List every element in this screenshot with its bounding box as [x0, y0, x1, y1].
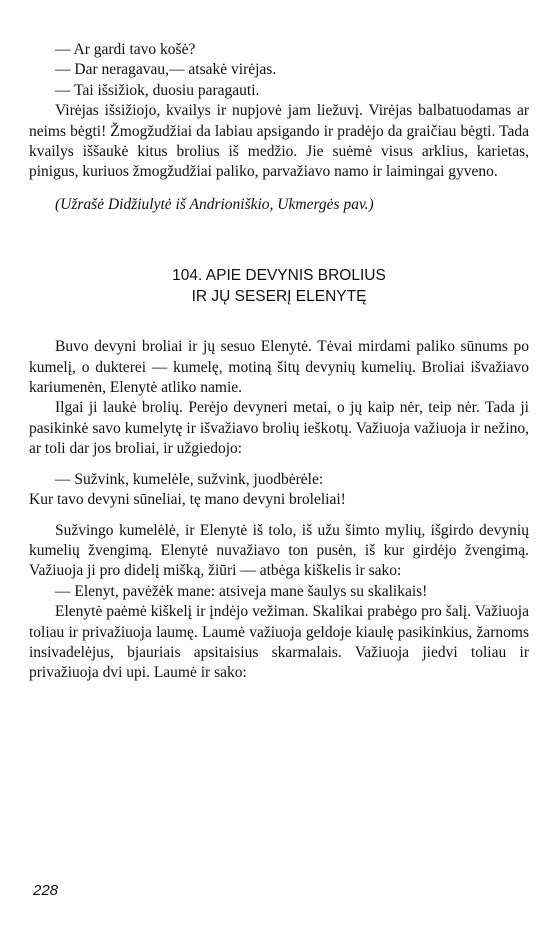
verse-line-1: — Sužvink, kumelėle, sužvink, juodbėrėle:	[55, 470, 324, 488]
top-paragraph: Virėjas išsižiojo, kvailys ir nupjovė jam liežuvį. Virėjas balbatuodamas ar neims bėgti! Žmogžudžiai da labiau apsigando ir pradėjo da graičiau bėgti. Tada kvailys iššaukė kitus brolius iš medžio. Jie suėmė visus arklius, karietas, pinigus, kuriuos žmogžudžiai paliko, parvažiavo namo ir laimingai gyveno.	[29, 102, 529, 181]
dialog-line-2: — Dar neragavau,— atsakė virėjas.	[55, 61, 277, 79]
dialog-line-3: — Tai išsižiok, duosiu paragauti.	[55, 81, 260, 99]
source-citation: (Užrašė Didžiulytė iš Andrioniškio, Ukmergės pav.)	[55, 195, 374, 213]
paragraph-3: Sužvingo kumelėlė, ir Elenytė iš tolo, iš užu šimto mylių, išgirdo devynių kumelių žvengimą. Elenytė nuvažiavo ton pusėn, iš kur girdėjo žvengimą. Važiuoja ji pro didelį mišką, žiūri — atbėga kiškelis ir sako:	[29, 521, 529, 580]
verse-line-2: Kur tavo devyni sūneliai, tę mano devyni broleliai!	[29, 491, 346, 509]
paragraph-4: — Elenyt, pavėžėk mane: atsiveja mane šaulys su skalikais!	[55, 582, 428, 600]
song-verse	[29, 470, 529, 511]
story-heading	[29, 265, 529, 307]
paragraph-1: Buvo devyni broliai ir jų sesuo Elenytė. Tėvai mirdami paliko sūnums po kumelį, o dukterei — kumelę, motiną šitų devynių kumelių. Broliai išvažiavo kariumenėn, Elenytė atliko namie.	[29, 338, 529, 397]
paragraph-5: Elenytė paėmė kiškelį ir įndėjo vežiman. Skalikai prabėgo pro šalį. Važiuoja toliau ir privažiuoja laumę. Laumė važiuoja geldoje kiaulę pasikinkius, žarnoms insivadelėjus, bjauriais apsitaisius skarmalais. Važiuoja jiedvi toliau ir privažiuoja dvi upi. Laumė ir sako:	[29, 603, 529, 682]
heading-line-1: 104. APIE DEVYNIS BROLIUS	[172, 267, 386, 285]
paragraph-2: Ilgai ji laukė brolių. Perėjo devyneri metai, o jų kaip nėr, teip nėr. Tada ji pasikinkė savo kumelytę ir išvažiavo brolių ieškotų. Važiuoja važiuoja ir nežino, ar toli dar jos broliai, ir užgiedojo:	[29, 399, 529, 458]
page-number: 228	[33, 882, 59, 899]
dialog-line-1: — Ar gardi tavo košė?	[55, 41, 196, 58]
heading-line-2: IR JŲ SESERĮ ELENYTĘ	[191, 288, 367, 306]
page-content	[29, 40, 529, 684]
